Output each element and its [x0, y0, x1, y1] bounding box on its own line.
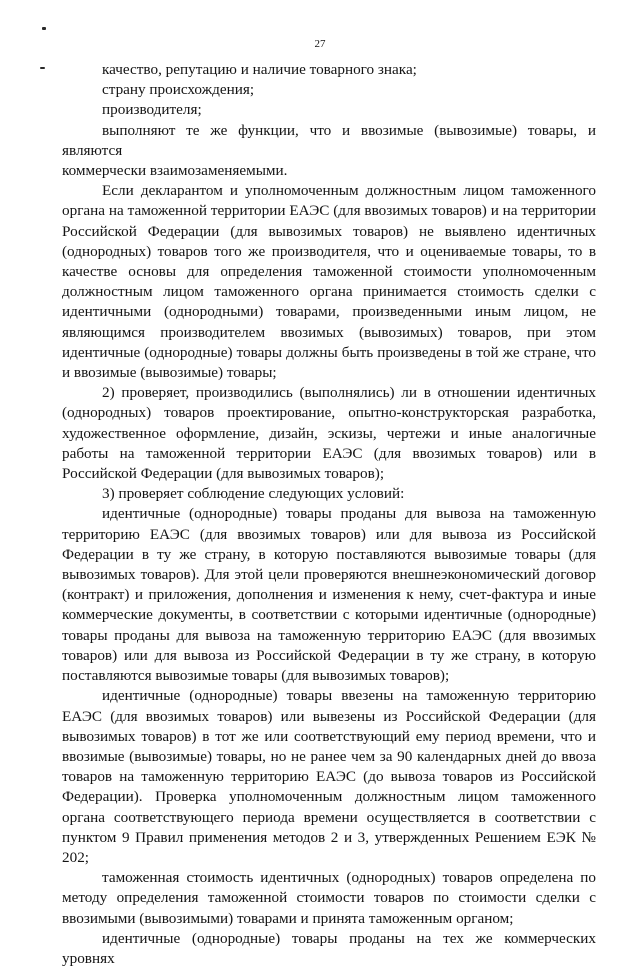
paragraph: таможенная стоимость идентичных (однородных) товаров определена по методу определения таможенной стоимости товаров по стоимости сделки с ввозимыми (вывозимыми) товарами и принята таможенным органом;: [62, 869, 596, 927]
body-text: [62, 60, 596, 969]
paragraph: 2) проверяет, производились (выполнялись) ли в отношении идентичных (однородных) товаров проектирование, опытно-конструкторская разработка, художественное оформление, дизайн, эскизы, чертежи и иные аналогичные работы на таможенной территории ЕАЭС (для ввозимых товаров) или в Российской Федерации (для вывозимых товаров);: [62, 384, 596, 483]
scan-speck: [40, 67, 45, 69]
paragraph: коммерчески взаимозаменяемыми.: [62, 162, 288, 180]
paragraph: 3) проверяет соблюдение следующих условий:: [102, 485, 405, 503]
paragraph: идентичные (однородные) товары проданы на тех же коммерческих уровнях: [62, 929, 596, 967]
paragraph: качество, репутацию и наличие товарного знака;: [102, 61, 417, 78]
paragraph: страну происхождения;: [102, 81, 255, 99]
paragraph: производителя;: [102, 101, 202, 119]
page-number: 27: [314, 38, 326, 50]
paragraph: Если декларантом и уполномоченным должностным лицом таможенного органа на таможенной территории ЕАЭС (для ввозимых товаров) и на территории Российской Федерации (для вывозимых товаров) не выявлено идентичных (однородных) товаров того же производителя, что и оцениваемые товары, то в качестве основы для определения таможенной стоимости уполномоченным должностным лицом таможенного органа принимается стоимость сделки с идентичными (однородными) товарами, произведенными иным лицом, не являющимся производителем ввозимых (вывозимых) товаров, при этом идентичные (однородные) товары должны быть произведены в той же стране, что и ввозимые (вывозимые) товары;: [62, 182, 596, 382]
scan-speck: [42, 27, 46, 30]
paragraph: выполняют те же функции, что и ввозимые (вывозимые) товары, и являются: [62, 121, 596, 159]
paragraph: идентичные (однородные) товары проданы для вывоза на таможенную территорию ЕАЭС (для ввозимых товаров) или для вывоза из Российской Федерации в ту же страну, в которую поставляются вывозимые товары (для вывозимых товаров). Для этой цели проверяются внешнеэкономический договор (контракт) и приложения, дополнения и изменения к нему, счет-фактура и иные коммерческие документы, в соответствии с которыми идентичные (однородные) товары проданы для вывоза на таможенную территорию ЕАЭС (для ввозимых товаров) или для вывоза из Российской Федерации в ту же страну, в которую поставляются вывозимые товары (для вывозимых товаров);: [62, 505, 596, 685]
paragraph: идентичные (однородные) товары ввезены на таможенную территорию ЕАЭС (для ввозимых товаров) или вывезены из Российской Федерации (для вывозимых товаров) в тот же или соответствующий ему период времени, что и ввозимые (вывозимые) товары, но не ранее чем за 90 календарных дней до ввоза товаров на таможенную территорию ЕАЭС (до вывоза товаров из Российской Федерации). Проверка уполномоченным должностным лицом таможенного органа соответствующего периода времени осуществляется в соответствии с пунктом 9 Правил применения методов 2 и 3, утвержденных Решением ЕЭК № 202;: [62, 687, 596, 866]
